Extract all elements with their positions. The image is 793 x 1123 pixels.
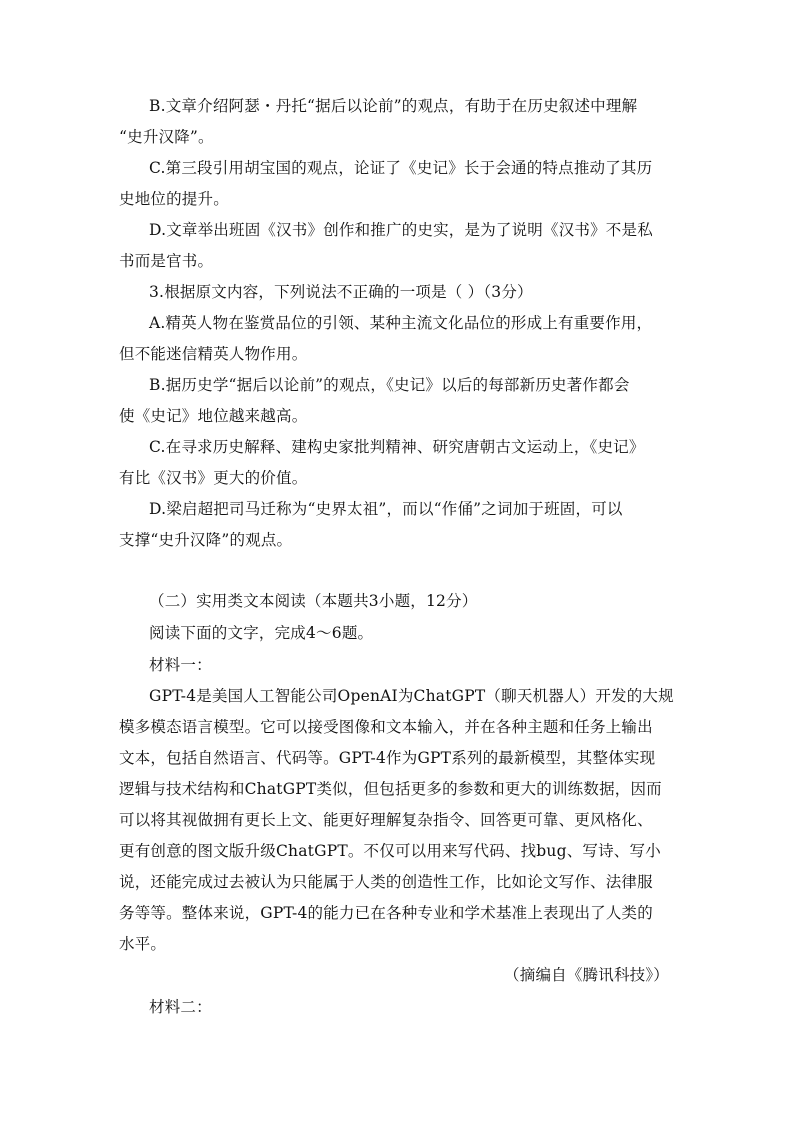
q3-option-a-line2: 但不能迷信精英人物作用。 xyxy=(119,345,308,363)
material1-line: 模多模态语言模型。它可以接受图像和文本输入，并在各种主题和任务上输出 xyxy=(119,718,653,736)
q3-option-c-line1: C.在寻求历史解释、建构史家批判精神、研究唐朝古文运动上，《史记》 xyxy=(149,438,645,456)
material1-line: 可以将其视做拥有更长上文、能更好理解复杂指令、回答更可靠、更风格化、 xyxy=(119,811,653,829)
q3-stem: 3.根据原文内容，下列说法不正确的一项是（ ）（3分） xyxy=(149,283,533,301)
q3-option-d-line1: D.梁启超把司马迁称为“史界太祖”，而以“作俑”之词加于班固，可以 xyxy=(149,500,623,518)
q2-option-d-line2: 书而是官书。 xyxy=(119,252,214,270)
section-instruction: 阅读下面的文字，完成4～6题。 xyxy=(149,624,374,642)
material1-line: 水平。 xyxy=(119,935,167,953)
material2-label: 材料二： xyxy=(149,998,212,1016)
q3-option-b-line1: B.据历史学“据后以论前”的观点，《史记》以后的每部新历史著作都会 xyxy=(149,376,630,394)
q2-option-b-line1: B.文章介绍阿瑟・丹托“据后以论前”的观点，有助于在历史叙述中理解 xyxy=(149,97,638,115)
section-heading: （二）实用类文本阅读（本题共3小题，12分） xyxy=(149,592,478,610)
material1-source: （摘编自《腾讯科技》） xyxy=(504,966,669,984)
q2-option-c-line2: 史地位的提升。 xyxy=(119,190,229,208)
q3-option-d-line2: 支撑“史升汉降”的观点。 xyxy=(119,531,293,549)
q2-option-c-line1: C.第三段引用胡宝国的观点，论证了《史记》长于会通的特点推动了其历 xyxy=(149,159,653,177)
q3-option-b-line2: 使《史记》地位越来越高。 xyxy=(119,407,308,425)
material1-line: 说，还能完成过去被认为只能属于人类的创造性工作，比如论文写作、法律服 xyxy=(119,873,653,891)
material1-line: 逻辑与技术结构和ChatGPT类似，但包括更多的参数和更大的训练数据，因而 xyxy=(119,780,662,798)
material1-label: 材料一： xyxy=(149,656,212,674)
q2-option-d-line1: D.文章举出班固《汉书》创作和推广的史实，是为了说明《汉书》不是私 xyxy=(149,221,653,239)
material1-line: 文本，包括自然语言、代码等。GPT-4作为GPT系列的最新模型，其整体实现 xyxy=(119,749,656,767)
material1-line: GPT-4是美国人工智能公司OpenAI为ChatGPT（聊天机器人）开发的大规 xyxy=(149,687,674,705)
material1-line: 更有创意的图文版升级ChatGPT。不仅可以用来写代码、找bug、写诗、写小 xyxy=(119,842,661,860)
q2-option-b-line2: “史升汉降”。 xyxy=(119,128,214,146)
q3-option-a-line1: A.精英人物在鉴赏品位的引领、某种主流文化品位的形成上有重要作用， xyxy=(149,314,653,332)
q3-option-c-line2: 有比《汉书》更大的价值。 xyxy=(119,469,308,487)
material1-line: 务等等。整体来说，GPT-4的能力已在各种专业和学术基准上表现出了人类的 xyxy=(119,904,653,922)
